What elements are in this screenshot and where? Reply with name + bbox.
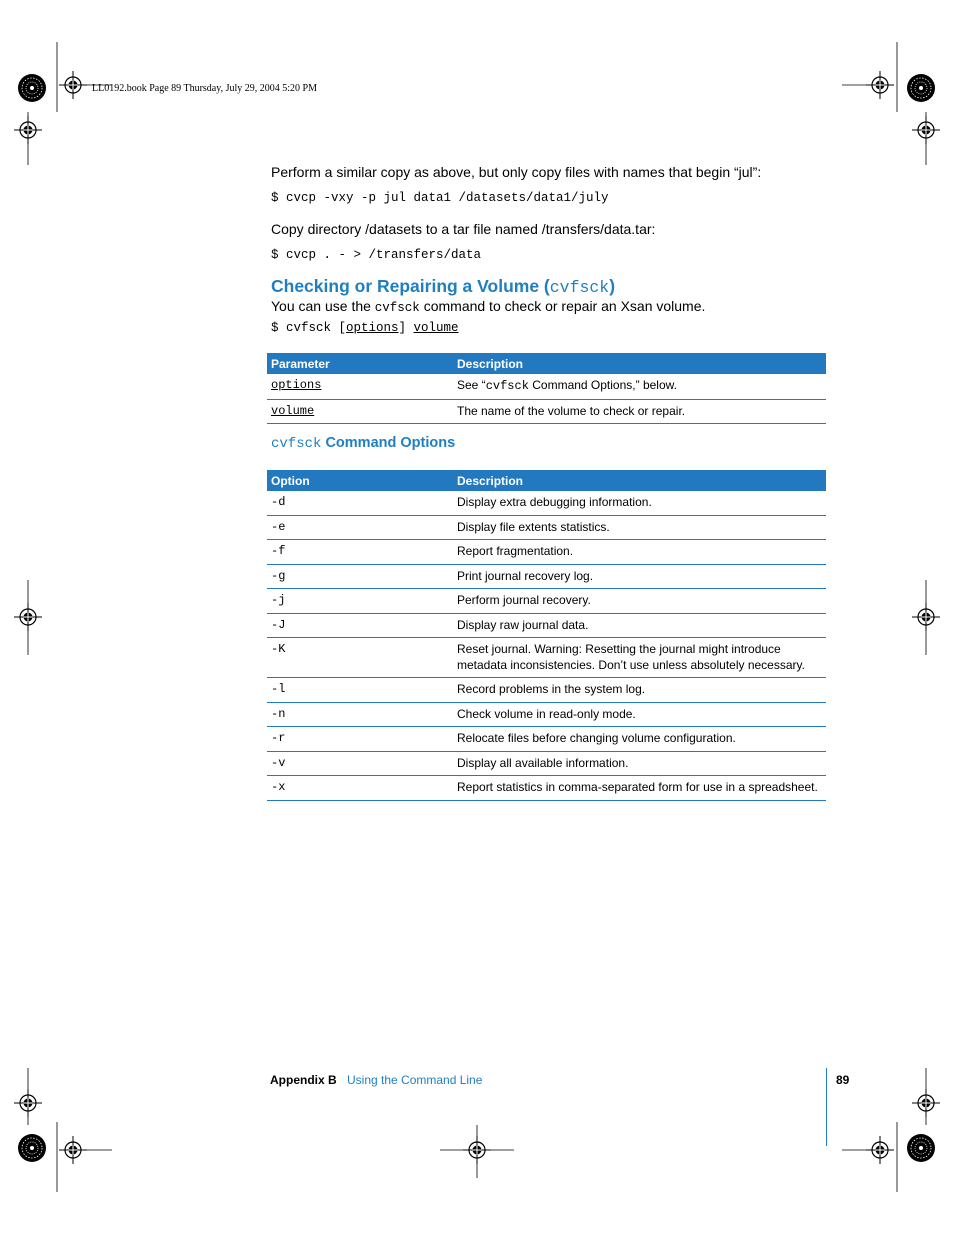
desc-after: Command Options,” below.	[528, 378, 677, 392]
header-description: Description	[453, 353, 826, 374]
option-cell: -f	[267, 540, 453, 565]
desc-cell: Perform journal recovery.	[453, 589, 826, 614]
body-code: cvfsck	[374, 301, 420, 315]
subsection-heading	[271, 435, 455, 452]
param-cell	[267, 374, 453, 399]
desc-cell: Reset journal. Warning: Resetting the journal might introduce metadata inconsistencies. Don’t use unless absolutely necessary.	[453, 638, 826, 678]
desc-cell: The name of the volume to check or repair.	[453, 399, 826, 424]
desc-cell: Display raw journal data.	[453, 613, 826, 638]
desc-cell: Display all available information.	[453, 751, 826, 776]
options-body	[267, 491, 826, 800]
option-cell: -n	[267, 702, 453, 727]
desc-before: See “	[457, 378, 486, 392]
body-text: You can use the	[271, 298, 375, 314]
option-cell: -r	[267, 727, 453, 752]
desc-cell	[453, 374, 826, 399]
header-parameter: Parameter	[267, 353, 453, 374]
section-heading-code: cvfsck	[549, 278, 610, 297]
option-cell: -l	[267, 678, 453, 703]
header-option: Option	[267, 470, 453, 491]
option-cell: -g	[267, 564, 453, 589]
table-row	[267, 702, 826, 727]
param-cell	[267, 399, 453, 424]
option-cell: -e	[267, 515, 453, 540]
table-row	[267, 751, 826, 776]
code-example-1: $ cvcp -vxy -p jul data1 /datasets/data1/july	[271, 191, 609, 205]
table-row	[267, 399, 826, 424]
syntax-volume: volume	[413, 321, 459, 335]
table-row	[267, 776, 826, 801]
table-row	[267, 491, 826, 515]
table-row	[267, 638, 826, 678]
footer-appendix-label: Appendix B	[270, 1073, 337, 1087]
desc-cell: Display extra debugging information.	[453, 491, 826, 515]
desc-cell: Report fragmentation.	[453, 540, 826, 565]
desc-cell: Display file extents statistics.	[453, 515, 826, 540]
table-row	[267, 374, 826, 399]
table-row	[267, 564, 826, 589]
option-cell: -K	[267, 638, 453, 678]
subsection-heading-code: cvfsck	[271, 436, 322, 452]
intro-paragraph-2: Copy directory /datasets to a tar file named /transfers/data.tar:	[271, 221, 656, 237]
section-heading-close: )	[609, 276, 616, 296]
param-options: options	[271, 378, 322, 392]
page-number: 89	[836, 1073, 850, 1087]
table-row	[267, 678, 826, 703]
table-row	[267, 613, 826, 638]
section-heading-text: Checking or Repairing a Volume (	[271, 276, 550, 296]
table-header-row	[267, 470, 826, 491]
options-table	[267, 470, 826, 801]
param-volume: volume	[271, 403, 315, 418]
desc-cell: Report statistics in comma-separated form for use in a spreadsheet.	[453, 776, 826, 801]
option-cell: -J	[267, 613, 453, 638]
desc-cell: Record problems in the system log.	[453, 678, 826, 703]
syntax-line	[271, 321, 459, 335]
table-row	[267, 589, 826, 614]
footer-chapter-title: Using the Command Line	[347, 1073, 483, 1087]
section-heading	[271, 276, 615, 297]
option-cell: -v	[267, 751, 453, 776]
table-row	[267, 540, 826, 565]
desc-cell: Print journal recovery log.	[453, 564, 826, 589]
table-header-row	[267, 353, 826, 374]
intro-paragraph-1: Perform a similar copy as above, but only copy files with names that begin “jul”:	[271, 164, 762, 180]
subsection-heading-text: Command Options	[321, 435, 456, 451]
option-cell: -j	[267, 589, 453, 614]
table-row	[267, 727, 826, 752]
section-body	[271, 298, 705, 315]
parameter-table	[267, 353, 826, 424]
table-row	[267, 515, 826, 540]
syntax-options: options	[346, 321, 399, 335]
option-cell: -d	[267, 491, 453, 515]
print-stamp: LL0192.book Page 89 Thursday, July 29, 2004 5:20 PM	[92, 83, 317, 94]
syntax-cmd: $ cvfsck [	[271, 321, 347, 335]
header-description: Description	[453, 470, 826, 491]
footer-divider	[826, 1068, 827, 1146]
code-example-2: $ cvcp . - > /transfers/data	[271, 248, 482, 262]
option-cell: -x	[267, 776, 453, 801]
desc-cell: Check volume in read-only mode.	[453, 702, 826, 727]
body-text-after: command to check or repair an Xsan volume.	[419, 298, 706, 314]
desc-cell: Relocate files before changing volume configuration.	[453, 727, 826, 752]
syntax-mid: ]	[398, 321, 414, 335]
desc-code: cvfsck	[485, 379, 529, 393]
